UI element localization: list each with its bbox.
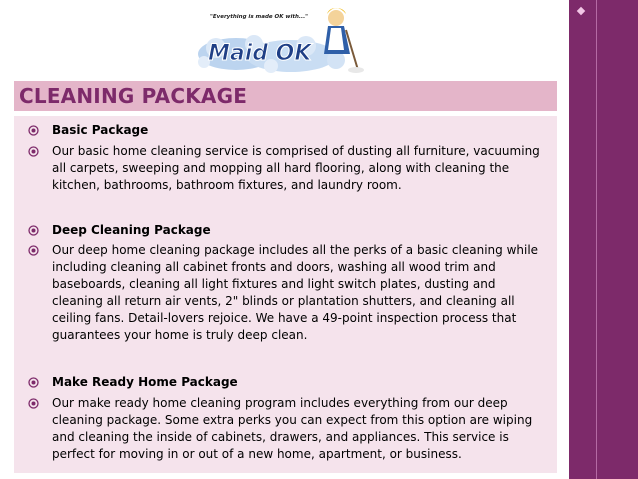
page-title: CLEANING PACKAGE [19, 84, 248, 108]
maid-ok-logo [196, 4, 366, 76]
item-body-basic: Our basic home cleaning service is comprised of dusting all furniture, vacuuming all carpets, sweeping and mopping all hard flooring, along with cleaning the kitchen, bathrooms, bathroom fixtures, and laundry room. [52, 144, 540, 192]
sidebar-divider-line [596, 0, 597, 479]
list-item [28, 143, 548, 194]
list-item [28, 122, 548, 139]
item-heading-deep: Deep Cleaning Package [52, 223, 211, 237]
list-item [28, 374, 548, 391]
target-bullet-icon [28, 225, 39, 236]
title-bar [14, 81, 557, 111]
item-heading-make-ready: Make Ready Home Package [52, 375, 238, 389]
right-sidebar [569, 0, 638, 479]
item-body-make-ready: Our make ready home cleaning program includes everything from our deep cleaning package. Some extra perks you can expect from this option are wiping and cleaning the inside of cabinets, drawers, and appliances. This service is perfect for moving in or out of a new home, apartment, or business. [52, 396, 533, 461]
item-body-deep: Our deep home cleaning package includes all the perks of a basic cleaning while including cleaning all cabinet fronts and doors, washing all wood trim and baseboards, cleaning all light fixtures and light switch plates, dusting and cleaning all return air vents, 2" blinds or plantation shutters, and cleaning all ceiling fans. Detail-lovers rejoice. We have a 49-point inspection process that guarantees your home is truly deep clean. [52, 243, 539, 342]
target-bullet-icon [28, 125, 39, 136]
item-heading-basic: Basic Package [52, 123, 149, 137]
target-bullet-icon [28, 146, 39, 157]
logo-brand: Maid OK [208, 41, 312, 66]
target-bullet-icon [28, 377, 39, 388]
list-item [28, 242, 548, 344]
list-item [28, 222, 548, 239]
target-bullet-icon [28, 245, 39, 256]
list-item [28, 395, 548, 463]
logo-tagline: "Everything is made OK with..." [210, 14, 309, 20]
content-panel [14, 116, 557, 473]
target-bullet-icon [28, 398, 39, 409]
